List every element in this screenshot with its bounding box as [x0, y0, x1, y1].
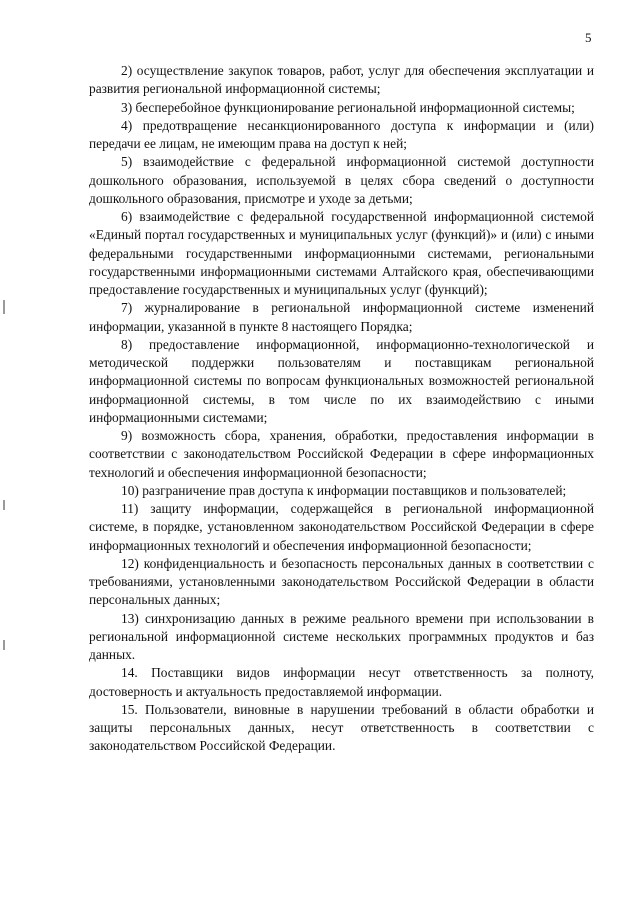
paragraph-item-10: 10) разграничение прав доступа к информации поставщиков и пользователей;: [121, 482, 567, 498]
document-body: [89, 62, 594, 756]
paragraph-item-11: 11) защиту информации, содержащейся в региональной информационной системе, в порядке, установленном законодательством Российской Федерации в сфере информационных технологий и обеспечения информационной безопасности;: [89, 501, 594, 553]
paragraph-item-7: 7) журналирование в региональной информационной системе изменений информации, указанной в пункте 8 настоящего Порядка;: [89, 300, 594, 334]
binding-mark: [3, 640, 5, 650]
paragraph-item-8: 8) предоставление информационной, информационно-технологической и методической поддержки пользователям и поставщикам региональной информационной системы по вопросам функциональных возможностей региональной информационной системы, в том числе по их взаимодействию с иными информационными системами;: [89, 336, 594, 425]
paragraph-item-4: 4) предотвращение несанкционированного доступа к информации и (или) передачи ее лицам, не имеющим права на доступ к ней;: [89, 117, 594, 151]
paragraph-item-9: 9) возможность сбора, хранения, обработки, предоставления информации в соответствии с законодательством Российской Федерации в сфере информационных технологий и обеспечения информационной безопасности;: [89, 428, 594, 480]
paragraph-item-3: 3) бесперебойное функционирование региональной информационной системы;: [121, 99, 575, 115]
paragraph-section-15: 15. Пользователи, виновные в нарушении требований в области обработки и защиты персональных данных, несут ответственность в соответствии с законодательством Российской Федерации.: [89, 701, 594, 754]
page-number: 5: [585, 30, 592, 45]
paragraph-item-13: 13) синхронизацию данных в режиме реального времени при использовании в региональной информационной системе нескольких программных продуктов и баз данных.: [89, 610, 594, 662]
paragraph-section-14: 14. Поставщики видов информации несут ответственность за полноту, достоверность и актуальность предоставляемой информации.: [89, 665, 594, 699]
binding-mark: [3, 500, 5, 510]
binding-mark: [3, 300, 5, 314]
paragraph-item-2: 2) осуществление закупок товаров, работ, услуг для обеспечения эксплуатации и развития региональной информационной системы;: [89, 63, 594, 97]
paragraph-item-5: 5) взаимодействие с федеральной информационной системой доступности дошкольного образования, используемой в целях сбора сведений о доступности дошкольного образования, присмотре и уходе за детьми;: [89, 154, 594, 206]
paragraph-item-12: 12) конфиденциальность и безопасность персональных данных в соответствии с требованиями, установленными законодательством Российской Федерации в области персональных данных;: [89, 555, 594, 608]
paragraph-item-6: 6) взаимодействие с федеральной государственной информационной системой «Единый портал государственных и муниципальных услуг (функций)» и (или) с иными федеральными государственными информационными системами, региональными государственными информационными системами Алтайского края, обеспечивающими предоставление государственных и муниципальных услуг (функций);: [89, 209, 594, 297]
